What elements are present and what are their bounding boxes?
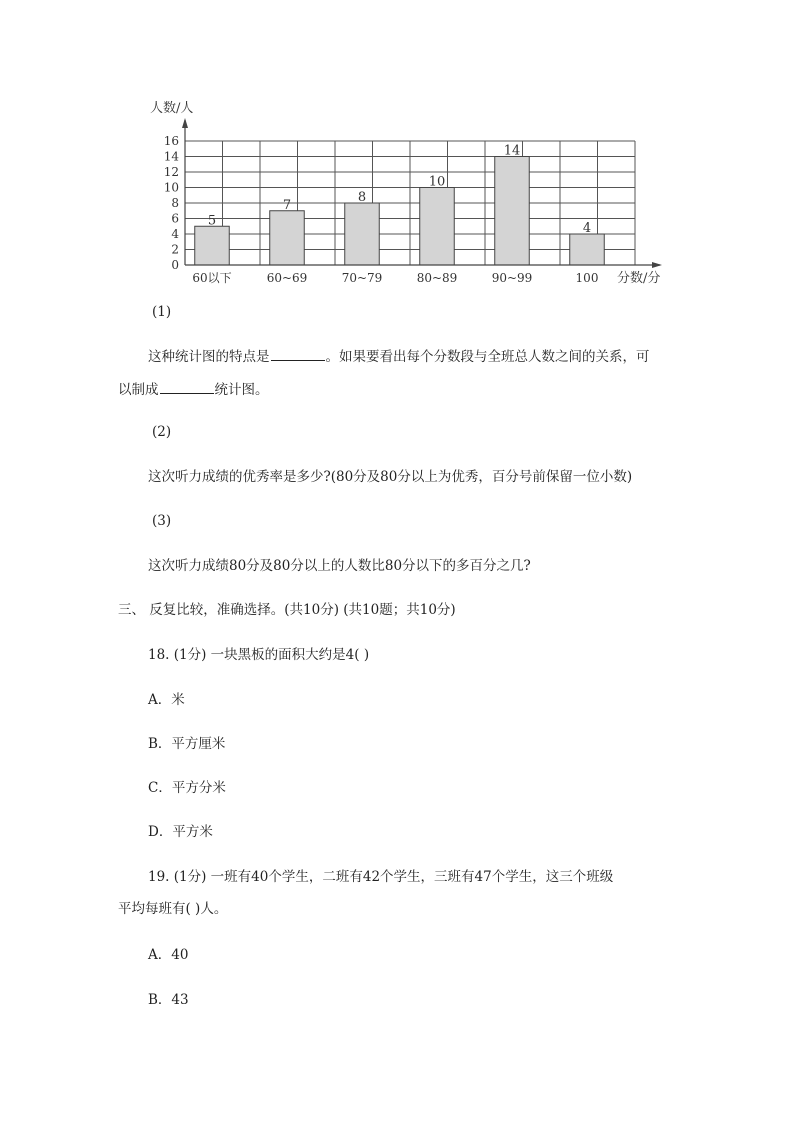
bar-value-label-0: 5: [207, 213, 217, 229]
q2-text: 这次听力成绩的优秀率是多少?(80分及80分以上为优秀，百分号前保留一位小数): [148, 469, 633, 485]
x-tick-label-0: 60以下: [192, 271, 232, 285]
bar-value-label-5: 4: [582, 221, 592, 236]
x-tick-label-4: 90~99: [491, 271, 533, 285]
y-tick-label: 10: [163, 180, 179, 195]
y-axis-arrow: [182, 118, 188, 128]
bar-0: [195, 226, 230, 265]
score-bar-chart: [140, 90, 680, 290]
x-tick-label-2: 70~79: [341, 271, 383, 285]
y-tick-label: 16: [163, 134, 179, 148]
bar-3: [420, 188, 455, 266]
bar-4: [495, 157, 530, 266]
y-tick-label: 0: [171, 258, 179, 272]
x-axis-arrow: [652, 262, 662, 268]
bar-2: [345, 203, 380, 265]
bar-value-label-1: 7: [282, 197, 292, 213]
q18-option-c[interactable]: C．平方分米: [148, 780, 226, 796]
bar-value-label-4: 14: [503, 143, 521, 159]
q18-option-b[interactable]: B．平方厘米: [148, 736, 226, 752]
bar-value-label-3: 10: [428, 174, 446, 190]
y-tick-label: 2: [171, 242, 179, 257]
q3-text: 这次听力成绩80分及80分以上的人数比80分以下的多百分之几?: [148, 558, 531, 574]
bar-5: [570, 234, 605, 265]
q1-text-a: 这种统计图的特点是: [148, 349, 270, 365]
x-tick-label-5: 100: [575, 271, 599, 285]
q1-blank-2[interactable]: [160, 381, 214, 394]
q1-blank-1[interactable]: [271, 348, 325, 361]
q19-option-a[interactable]: A．40: [148, 947, 189, 963]
chart-bars: [195, 157, 605, 266]
q19-option-b[interactable]: B．43: [148, 992, 189, 1008]
q1-text-b: 。如果要看出每个分数段与全班总人数之间的关系，可: [325, 349, 650, 365]
chart-grid: [185, 141, 635, 265]
q18-option-a[interactable]: A．米: [148, 692, 185, 708]
q1-text-line1: [148, 347, 650, 367]
x-tick-label-3: 80~89: [416, 271, 458, 285]
y-tick-label: 12: [163, 165, 179, 179]
q1-label: (1): [152, 304, 172, 320]
y-tick-label: 14: [163, 149, 179, 164]
q3-label: (3): [152, 513, 172, 529]
y-tick-label: 6: [171, 211, 179, 226]
q2-label: (2): [152, 424, 172, 440]
section3-heading: 三、 反复比较，准确选择。(共10分) (共10题；共10分): [118, 602, 456, 618]
x-axis-title: 分数/分: [617, 271, 661, 286]
q1-text-c: 以制成: [118, 382, 159, 398]
q1-text-line2: [118, 380, 269, 400]
y-tick-label: 8: [171, 196, 179, 210]
bar-value-label-2: 8: [357, 190, 367, 205]
y-tick-label: 4: [171, 227, 179, 241]
q19-stem-line2: 平均每班有( )人。: [118, 901, 228, 917]
x-tick-label-1: 60~69: [266, 271, 308, 285]
q1-text-d: 统计图。: [214, 382, 269, 398]
q18-stem: 18. (1分) 一块黑板的面积大约是4( ): [148, 647, 370, 663]
y-axis-title: 人数/人: [150, 101, 194, 116]
bar-1: [270, 211, 305, 265]
q19-stem-line1: 19. (1分) 一班有40个学生，二班有42个学生，三班有47个学生，这三个班级: [148, 869, 614, 885]
q18-option-d[interactable]: D．平方米: [148, 824, 213, 840]
